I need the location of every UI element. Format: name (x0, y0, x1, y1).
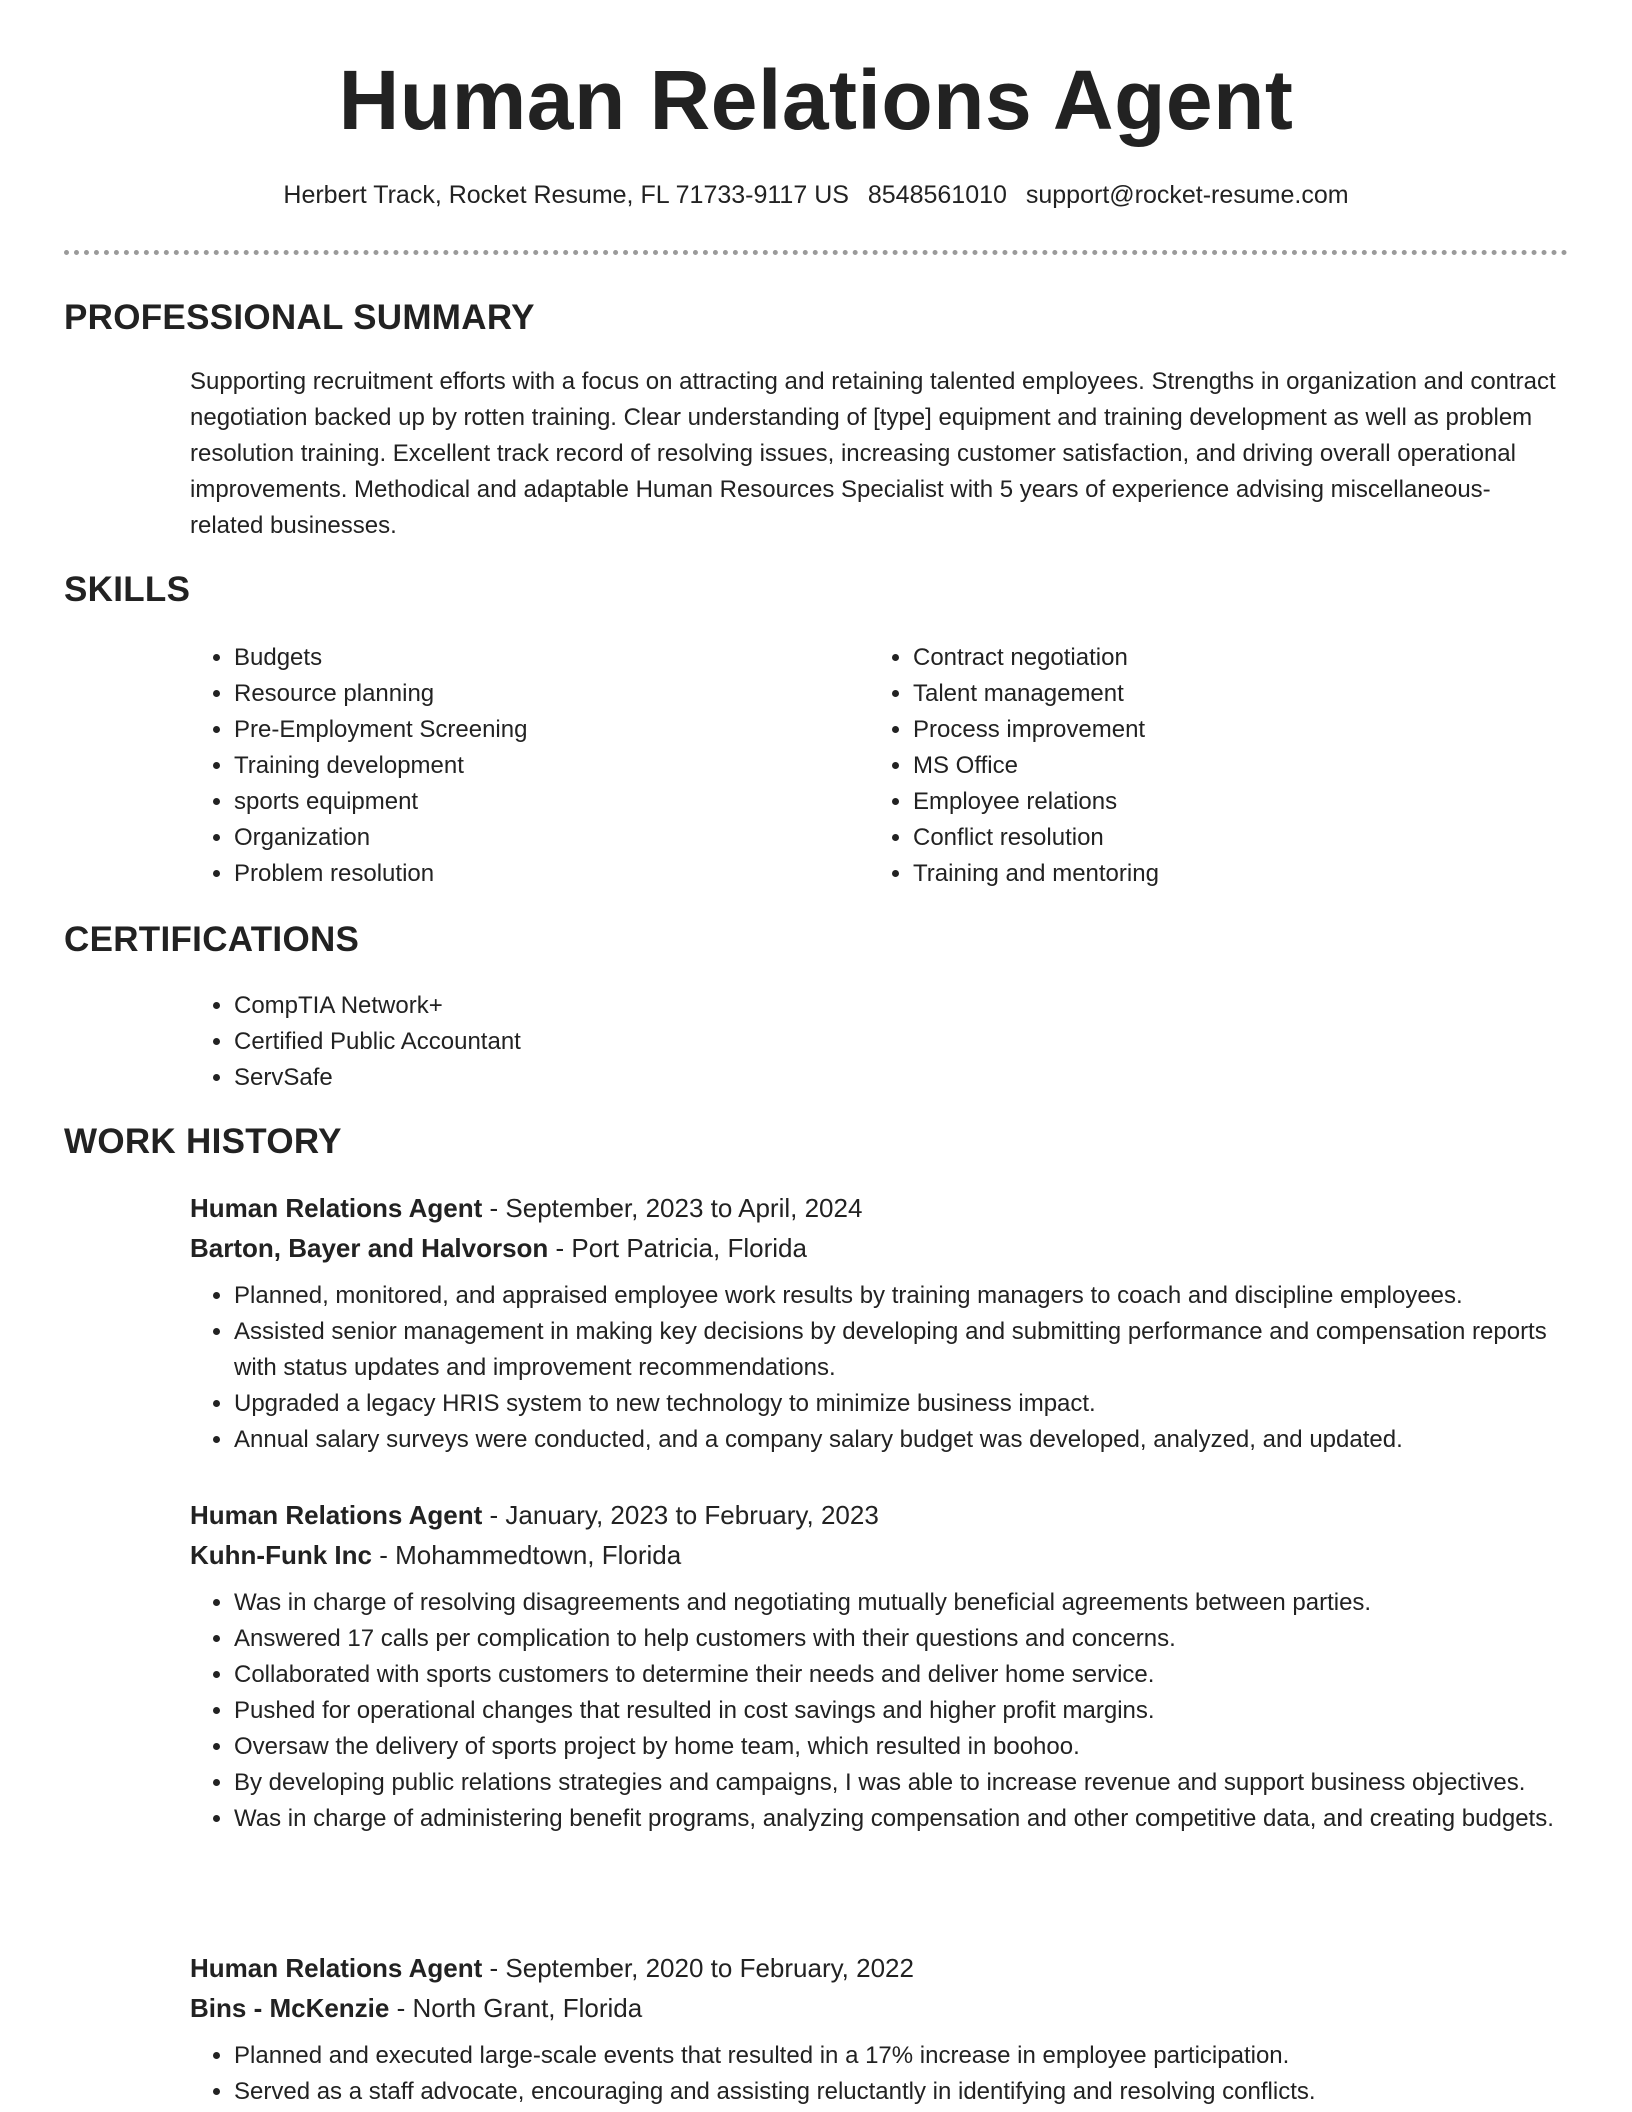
job-bullet: • Annual salary surveys were conducted, and a company salary budget was developed, analyzed, and updated. (234, 1422, 1570, 1458)
contact-line (0, 181, 1632, 210)
job-bullet: • Answered 17 calls per complication to help customers with their questions and concerns. (234, 1621, 1570, 1657)
certifications-heading: CERTIFICATIONS (64, 920, 360, 959)
job-entry (190, 1495, 1570, 1837)
job-company-line (190, 1228, 1570, 1268)
job-company-line (190, 1988, 1570, 2028)
summary-heading: PROFESSIONAL SUMMARY (64, 298, 535, 337)
job-bullet: • Pushed for operational changes that resulted in cost savings and higher profit margins. (234, 1693, 1570, 1729)
certification-item: • ServSafe (234, 1060, 850, 1096)
job-company: Bins - McKenzie (190, 1993, 390, 2023)
job-bullet: • Oversaw the delivery of sports project by home team, which resulted in boohoo. (234, 1729, 1570, 1765)
skill-item: • Pre-Employment Screening (234, 712, 850, 748)
skill-item: • Conflict resolution (913, 820, 1529, 856)
job-location: - Port Patricia, Florida (548, 1233, 807, 1263)
work-history-heading: WORK HISTORY (64, 1122, 342, 1161)
job-company-line (190, 1535, 1570, 1575)
skill-item: • Employee relations (913, 784, 1529, 820)
header-divider (64, 250, 1568, 255)
contact-phone[interactable]: 8548561010 (867, 181, 1007, 209)
summary-text: Supporting recruitment efforts with a focus on attracting and retaining talented employees. Strengths in organization and contract negotiation backed up by rotten training. Clear understanding of [type] equipment and training development as well as problem resolution training. Excellent track record of resolving issues, increasing customer satisfaction, and driving overall operational improvements. Methodical and adaptable Human Resources Specialist with 5 years of experience advising miscellaneous-related businesses. (190, 368, 1556, 539)
certification-item: • Certified Public Accountant (234, 1024, 850, 1060)
job-role: Human Relations Agent (190, 1953, 483, 1983)
job-entry (190, 1948, 1570, 2110)
job-role: Human Relations Agent (190, 1500, 483, 1530)
job-title-line (190, 1948, 1570, 1988)
resume-name: Human Relations Agent (338, 53, 1294, 147)
job-dates: - September, 2023 to April, 2024 (482, 1193, 863, 1223)
contact-email[interactable]: support@rocket-resume.com (1025, 181, 1349, 209)
skill-item: • Problem resolution (234, 856, 850, 892)
job-bullet: • Planned, monitored, and appraised employee work results by training managers to coach and discipline employees. (234, 1278, 1570, 1314)
job-dates: - September, 2020 to February, 2022 (482, 1953, 914, 1983)
job-bullet: • Assisted senior management in making key decisions by developing and submitting performance and compensation reports with status updates and improvement recommendations. (234, 1314, 1570, 1386)
job-bullet: • Collaborated with sports customers to determine their needs and deliver home service. (234, 1657, 1570, 1693)
skills-right-column (869, 640, 1529, 892)
job-title-line (190, 1188, 1570, 1228)
job-bullet: • By developing public relations strategies and campaigns, I was able to increase revenue and support business objectives. (234, 1765, 1570, 1801)
skill-item: • sports equipment (234, 784, 850, 820)
job-title-line (190, 1495, 1570, 1535)
job-dates: - January, 2023 to February, 2023 (482, 1500, 879, 1530)
skill-item: • Organization (234, 820, 850, 856)
certifications-list (190, 988, 850, 1096)
skill-item: • Resource planning (234, 676, 850, 712)
skill-item: • Training development (234, 748, 850, 784)
skill-item: • Contract negotiation (913, 640, 1529, 676)
job-bullet: • Upgraded a legacy HRIS system to new technology to minimize business impact. (234, 1386, 1570, 1422)
job-role: Human Relations Agent (190, 1193, 483, 1223)
skills-heading: SKILLS (64, 570, 191, 609)
job-bullet: • Was in charge of resolving disagreements and negotiating mutually beneficial agreements between parties. (234, 1585, 1570, 1621)
job-bullet: • Served as a staff advocate, encouraging and assisting reluctantly in identifying and resolving conflicts. (234, 2074, 1570, 2110)
job-bullet: • Was in charge of administering benefit programs, analyzing compensation and other competitive data, and creating budgets. (234, 1801, 1570, 1837)
skill-item: • Process improvement (913, 712, 1529, 748)
job-company: Barton, Bayer and Halvorson (190, 1233, 549, 1263)
certification-item: • CompTIA Network+ (234, 988, 850, 1024)
job-location: - Mohammedtown, Florida (371, 1540, 682, 1570)
job-bullet: • Planned and executed large-scale events that resulted in a 17% increase in employee participation. (234, 2038, 1570, 2074)
skills-left-column (190, 640, 850, 892)
skill-item: • MS Office (913, 748, 1529, 784)
job-company: Kuhn-Funk Inc (190, 1540, 372, 1570)
contact-address: Herbert Track, Rocket Resume, FL 71733-9117 US (283, 181, 849, 209)
job-entry (190, 1188, 1570, 1458)
skill-item: • Training and mentoring (913, 856, 1529, 892)
skill-item: • Talent management (913, 676, 1529, 712)
skill-item: • Budgets (234, 640, 850, 676)
job-location: - North Grant, Florida (389, 1993, 643, 2023)
